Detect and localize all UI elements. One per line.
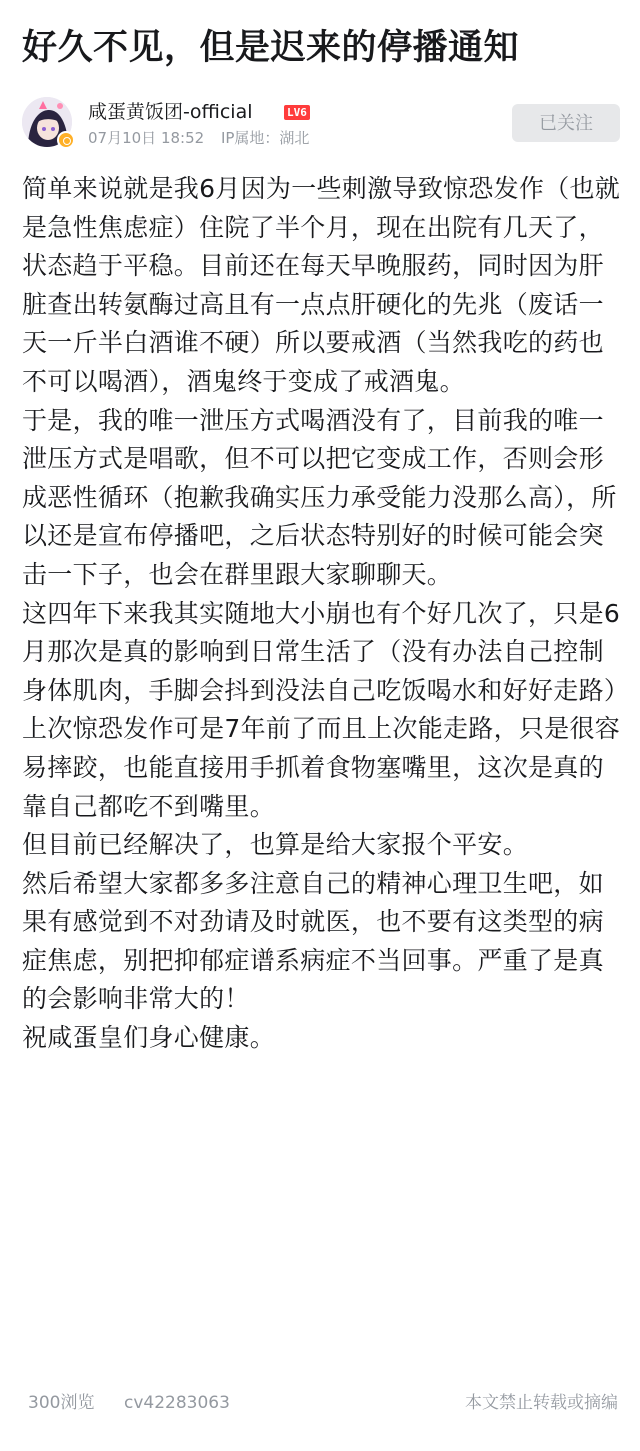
paragraph: 祝咸蛋皇们身心健康。 [22, 1023, 276, 1053]
article-id: cv42283063 [124, 1393, 230, 1413]
paragraph: 但目前已经解决了，也算是给大家报个平安。 [22, 830, 529, 860]
author-name[interactable]: 咸蛋黄饭团-official [88, 101, 253, 123]
follow-button[interactable]: 已关注 [512, 104, 620, 142]
article-footer [22, 1390, 618, 1416]
paragraph: 简单来说就是我6月因为一些刺激导致惊恐发作（也就是急性焦虑症）住院了半个月，现在出院有几天了，状态趋于平稳。目前还在每天早晚服药，同时因为肝脏查出转氨酶过高且有一点点肝硬化的先兆（废话一天一斤半白酒谁不硬）所以要戒酒（当然我吃的药也不可以喝酒），酒鬼终于变成了戒酒鬼。 [22, 174, 621, 396]
post-date: 07月10日 18:52 [88, 129, 205, 147]
article-title: 好久不见，但是迟来的停播通知 [22, 28, 520, 68]
paragraph: 这四年下来我其实随地大小崩也有个好几次了，只是6月那次是真的影响到日常生活了（没有办法自己控制身体肌肉，手脚会抖到没法自己吃饭喝水和好好走路）上次惊恐发作可是7年前了而且上次能走路，只是很容易摔跤，也能直接用手抓着食物塞嘴里，这次是真的靠自己都吃不到嘴里。 [22, 598, 621, 821]
copyright-notice: 本文禁止转载或摘编 [465, 1393, 618, 1413]
paragraph: 然后希望大家都多多注意自己的精神心理卫生吧，如果有感觉到不对劲请及时就医，也不要有这类型的病症焦虑，别把抑郁症谱系病症不当回事。严重了是真的会影响非常大的！ [22, 868, 604, 1014]
post-meta [88, 128, 321, 148]
ip-location: IP属地：湖北 [220, 129, 310, 147]
level-badge: LV6 [284, 105, 310, 120]
view-count: 300浏览 [28, 1393, 95, 1413]
author-bar [22, 97, 622, 153]
paragraph: 于是，我的唯一泄压方式喝酒没有了，目前我的唯一泄压方式是唱歌，但不可以把它变成工作，否则会形成恶性循环（抱歉我确实压力承受能力没那么高），所以还是宣布停播吧，之后状态特别好的时候可能会突击一下子，也会在群里跟大家聊聊天。 [22, 405, 617, 589]
verified-badge-icon [57, 131, 75, 149]
article-body [22, 170, 622, 1058]
